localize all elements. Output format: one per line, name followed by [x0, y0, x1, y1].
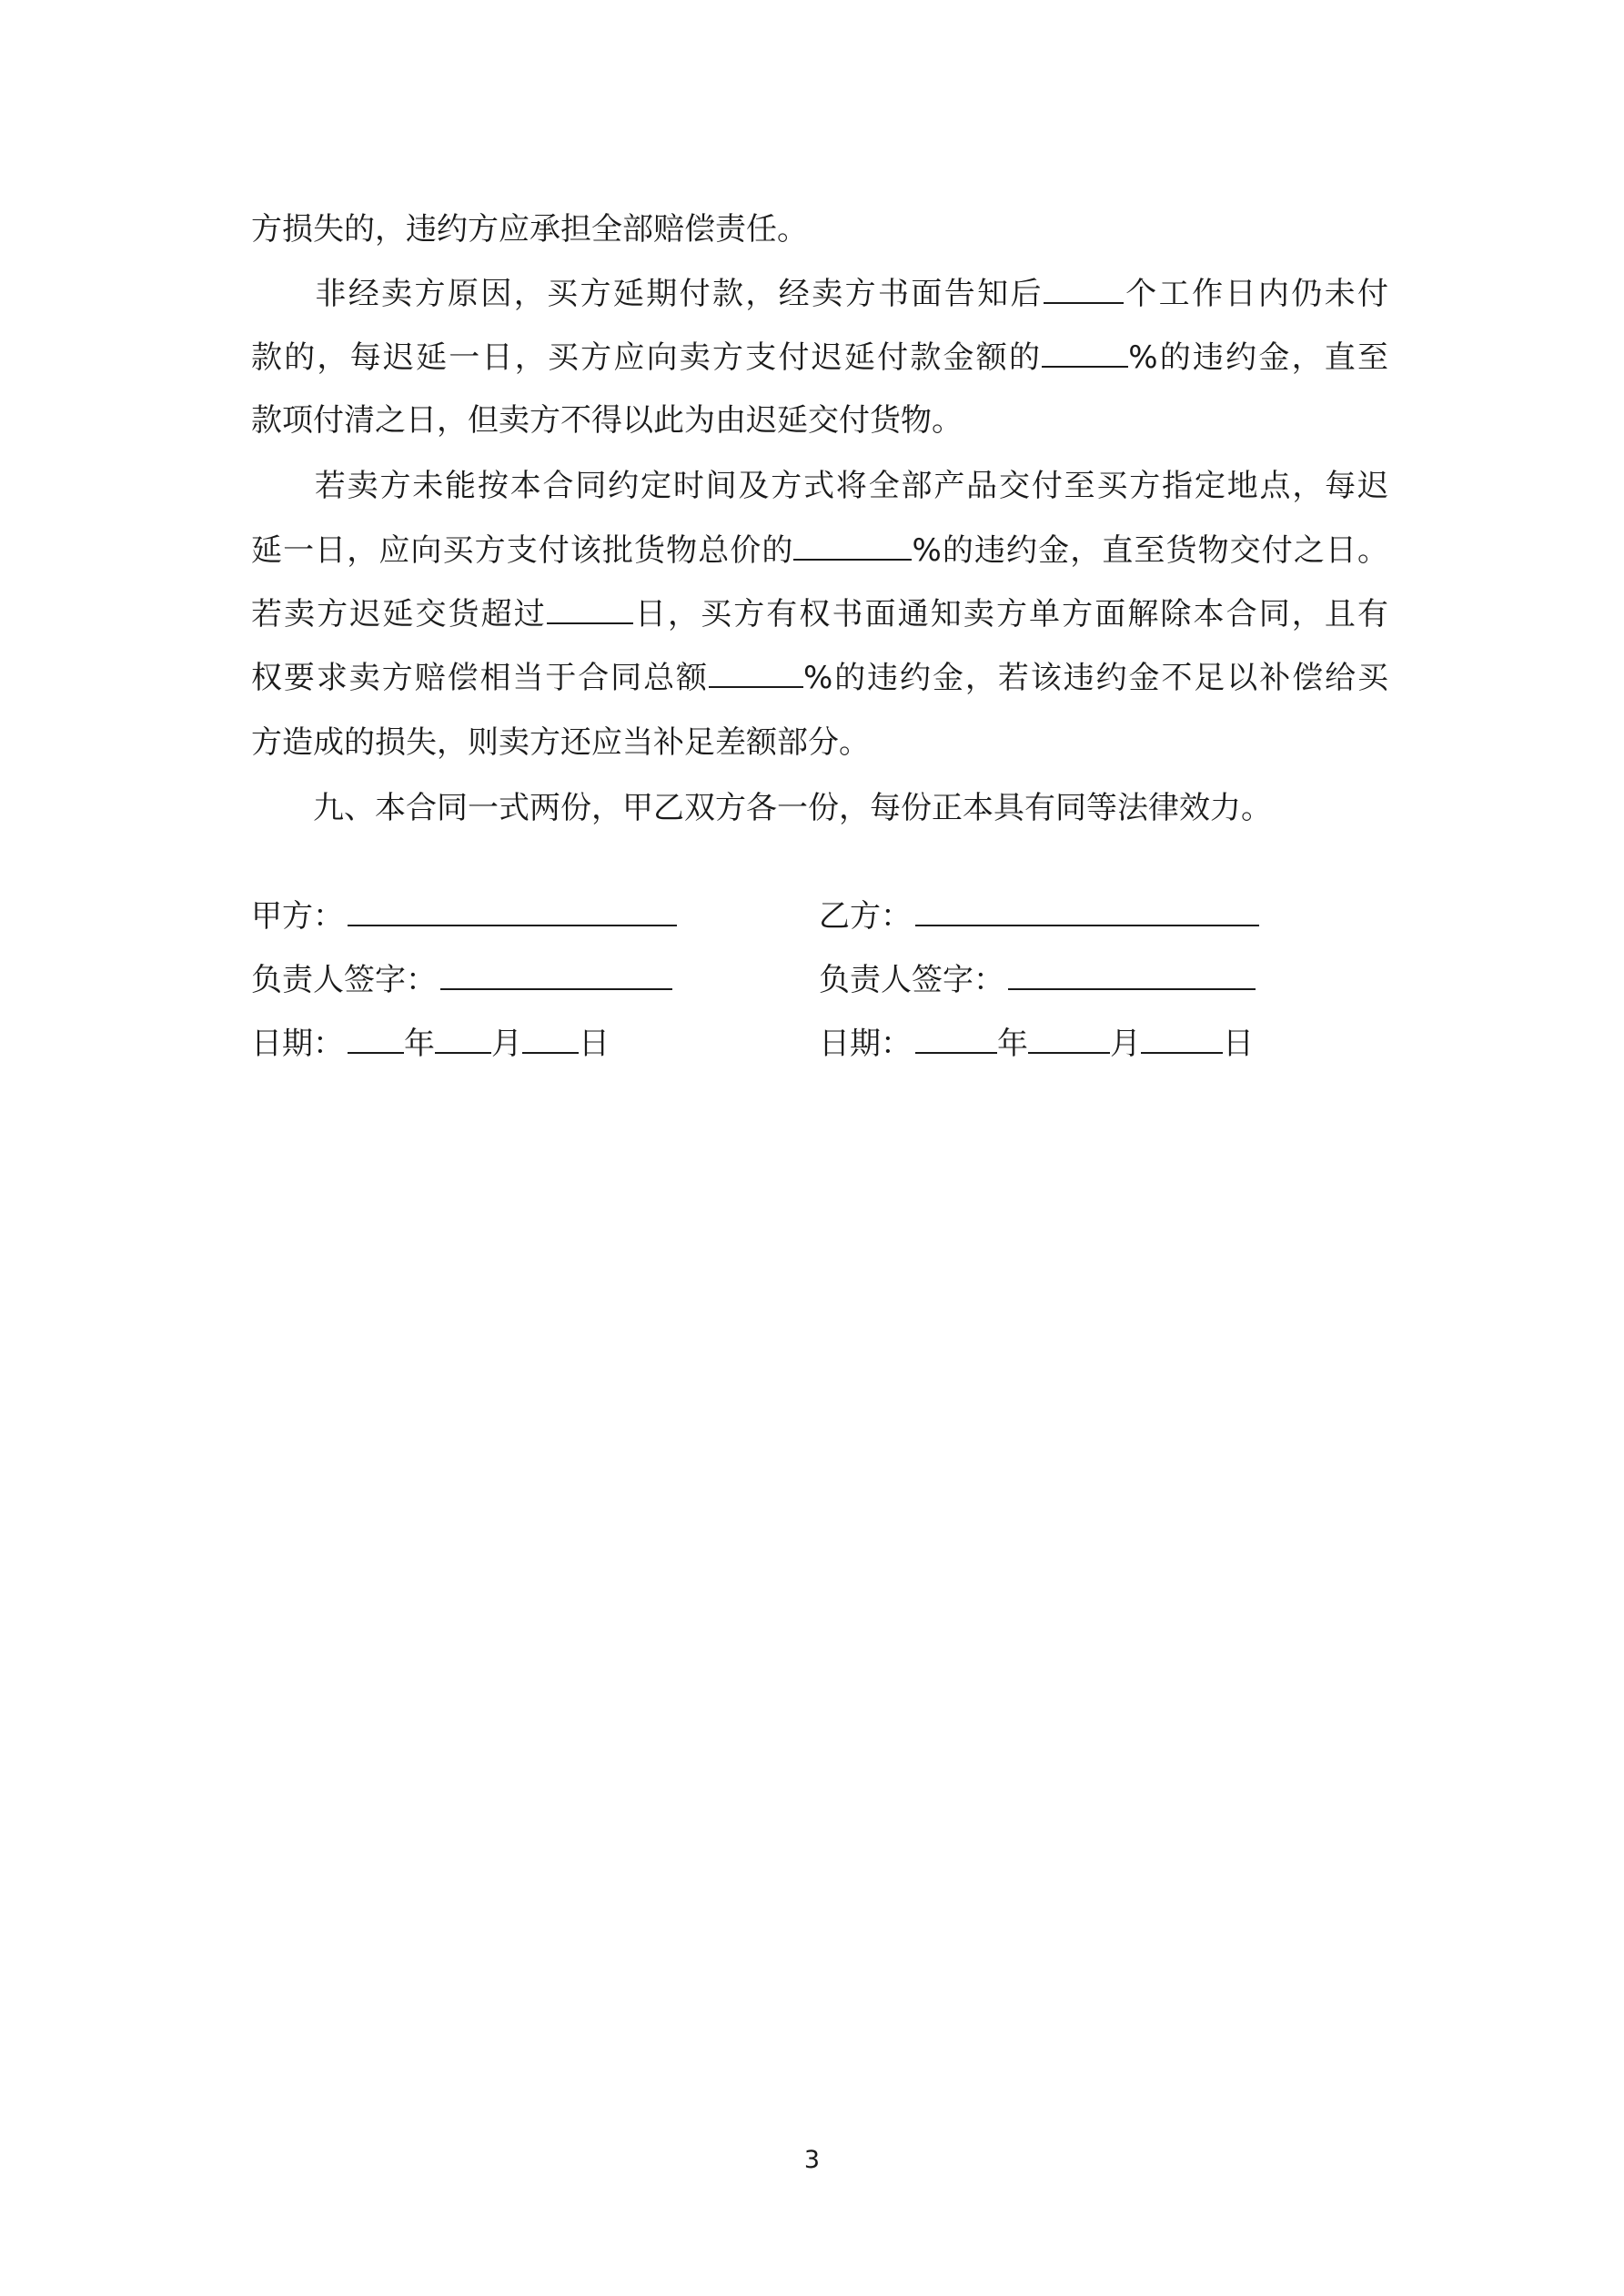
- day-label: 日: [579, 1026, 610, 1062]
- party-b-date-field: [819, 1025, 1254, 1062]
- month-label: 月: [1110, 1026, 1141, 1062]
- party-a-blank: [348, 897, 677, 926]
- party-b-label: 乙方：: [819, 898, 912, 935]
- party-b-signer-blank: [1008, 961, 1256, 990]
- text-run: 日，买方有权书面通知卖方单方面解除本合同，且有: [632, 596, 1388, 632]
- text-run: 延一日，应向买方支付该批货物总价的: [251, 532, 794, 569]
- text-run: %的违约金，直至货物交付之日。: [912, 532, 1389, 569]
- paragraph-line: [251, 659, 1388, 696]
- day-blank: [522, 1025, 579, 1054]
- text-run: 若卖方未能按本合同约定时间及方式将全部产品交付至买方指定地点，每迟: [313, 468, 1388, 504]
- month-blank: [1028, 1025, 1110, 1054]
- paragraph-line: [251, 211, 1388, 248]
- year-blank: [915, 1025, 997, 1054]
- year-blank: [348, 1025, 404, 1054]
- party-b-date-label: 日期：: [819, 1026, 912, 1062]
- text-run: 九、本合同一式两份，甲乙双方各一份，每份正本具有同等法律效力。: [313, 790, 1272, 826]
- text-run: 方造成的损失，则卖方还应当补足差额部分。: [251, 724, 870, 761]
- party-b-field: [819, 897, 1259, 935]
- month-blank: [435, 1025, 491, 1054]
- text-run: 权要求卖方赔偿相当于合同总额: [251, 660, 709, 696]
- paragraph-line: [251, 402, 1388, 439]
- text-run: 款项付清之日，但卖方不得以此为由迟延交付货物。: [251, 402, 963, 439]
- party-a-signer-blank: [440, 961, 672, 990]
- paragraph-line: [251, 531, 1388, 569]
- blank-line: [547, 595, 633, 624]
- party-a-field: [251, 897, 677, 935]
- party-a-date-label: 日期：: [251, 1026, 344, 1062]
- party-b-signer-field: [819, 961, 1256, 998]
- text-run: 方损失的，违约方应承担全部赔偿责任。: [251, 211, 808, 248]
- paragraph-line: [251, 724, 1388, 761]
- party-b-signer-label: 负责人签字：: [819, 962, 1004, 998]
- paragraph-line: [251, 468, 1388, 504]
- party-a-signer-field: [251, 961, 672, 998]
- blank-line: [793, 531, 912, 561]
- paragraph-line: [251, 275, 1388, 312]
- paragraph-line: [251, 790, 1388, 826]
- text-run: %的违约金，直至: [1128, 339, 1389, 376]
- month-label: 月: [491, 1026, 522, 1062]
- party-a-label: 甲方：: [251, 898, 344, 935]
- blank-line: [1042, 339, 1128, 368]
- page-number: 3: [803, 2146, 821, 2174]
- party-a-date-field: [251, 1025, 610, 1062]
- text-run: %的违约金，若该违约金不足以补偿给买: [802, 660, 1389, 696]
- year-label: 年: [404, 1026, 435, 1062]
- party-a-signer-label: 负责人签字：: [251, 962, 437, 998]
- party-b-blank: [915, 897, 1259, 926]
- text-run: 非经卖方原因，买方延期付款，经卖方书面告知后: [313, 276, 1044, 312]
- blank-line: [1044, 275, 1124, 304]
- year-label: 年: [997, 1026, 1028, 1062]
- day-blank: [1141, 1025, 1223, 1054]
- day-label: 日: [1223, 1026, 1254, 1062]
- text-run: 若卖方迟延交货超过: [251, 596, 547, 632]
- text-run: 款的，每迟延一日，买方应向卖方支付迟延付款金额的: [251, 339, 1043, 376]
- text-run: 个工作日内仍未付: [1123, 276, 1389, 312]
- blank-line: [709, 659, 803, 688]
- paragraph-line: [251, 339, 1388, 376]
- paragraph-line: [251, 595, 1388, 632]
